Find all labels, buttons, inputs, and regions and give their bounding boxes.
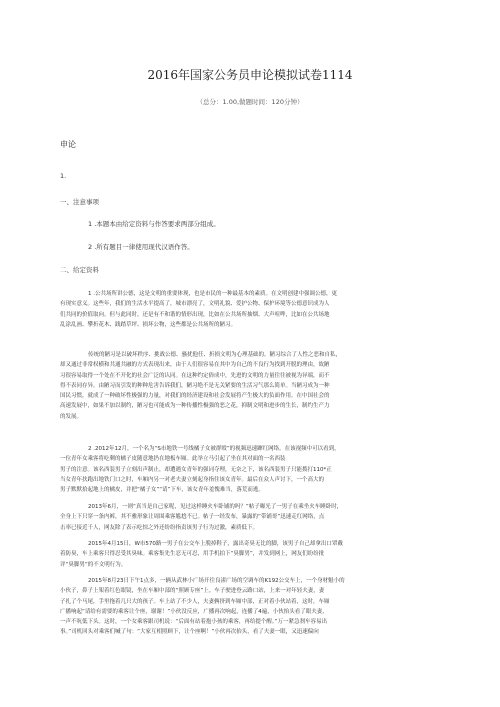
- paragraph-line: 一位青年女乘客将吃剩的橘子皮随意地扔在地板车厢。此举立马引起了坐在其对面的一名西装: [60, 456, 286, 463]
- paragraph-line: 子扎了个马尾，手里拖着几只大的孩子。车上站了不少人，夫妻俩挤到车厢中部，正对着小伙站着，这时，车厢: [60, 598, 330, 605]
- section-heading: 申论: [60, 140, 76, 149]
- paragraph-line: 2015年8月23日下午1点多，一辆从武林小广场开往良渚广场的空调车的K192公交车上，一个身材魁小的: [88, 578, 345, 584]
- paragraph-line: 事。”司机回头对乘客们喊了句：“大家互相照顾下，让个座啊！”小伙再次抬头，看了夫妻一眼，又迅速偏向: [60, 629, 319, 636]
- paragraph-line: 习很容易取得一个处在不开化的社会广泛的认同。在这种约定俗成中，先进的文明的力量往往被视为异端，而不: [60, 372, 330, 379]
- paragraph-line: 着防臭，车上乘客只得忍受其臭味。乘客集先生忍无可忍，用手机拍下“臭脚男”，并发到网上，网友们纷纷批: [60, 551, 325, 558]
- paragraph-line: 小伙子，鼻子上架着红色眼镜，坐在车厢中部的“照顾专座”上。车子驶进登云路口站，上来一对年轻夫妻，妻: [60, 588, 325, 595]
- paragraph-line: 2013年6月，一则“真当是自己家呢，见过这样睡火车卧铺的吗？”帖子曝光了一男子在乘坐火车睡卧时，: [88, 504, 343, 510]
- page-title: 2016年国家公务员申论模拟试卷1114: [147, 68, 353, 82]
- paragraph-line: 高速发展中，如果不加以制约，陋习也可能成为一种传播性极强的恶之花，抑制文明和进步的生长，制约生产力: [60, 403, 330, 410]
- paragraph-line: 全身上下只穿一条内裤，其不雅形象让周围乘客尴尬不已。帖子一经发布，暴露的“带铺哥”迅速走红网络，点: [60, 514, 325, 521]
- paragraph-line: 当女青年扶跑出地铁门口之时，车厢内另一对老夫妻立刻起身指住该女青年。最后在众人声讨下，一个高大的: [60, 476, 325, 483]
- material-paragraph-3: [60, 444, 444, 495]
- paragraph-line: 评“臭脚男”的不文明行为。: [60, 561, 127, 568]
- paragraph-line: 有现实意义。这些年，我们的生活水平提高了，城市漂亮了，文明礼貌、爱护公物、保护环境等公德意识成为人: [60, 301, 330, 308]
- paragraph-line: 击率已接近千人，网友除了表示吃惊之外还纷纷指责该男子行为过激，素质低下。: [60, 524, 259, 531]
- paragraph-line: 男子的注意。该名西装男子立刻出声制止，却遭遇女青年的强词夺理，无奈之下，该名西装男子只能拨打110*正: [60, 466, 332, 473]
- paragraph-line: 男子默默拾起地上的橘皮，并把“橘子女”“请”下车，该女青年羞愧难当，落荒而逃。: [60, 487, 264, 494]
- notes-heading: 一、注意事项: [60, 198, 99, 206]
- note-item: 2 .所有题目一律使用现代汉语作答。: [88, 243, 194, 251]
- paragraph-line: 广播响起“请给有需要的乘客让个座，谢谢！”小伙没反应，广播再次响起，连播了4遍，小伙抬头看了眼夫妻，: [60, 608, 328, 615]
- paragraph-line: 们共同的价值取向。但与此同时，还是有不和谐的情形出现，比如在公共场所抽烟、大声喧哗，比如在公共场地: [60, 311, 330, 318]
- material-paragraph-4: [60, 502, 444, 533]
- paragraph-line: 一声不吭低下头。这时，一个女乘客跟司机说：“后面有站着抱小孩的乘客，再给提个醒。”万一紧急刹车容易出: [60, 619, 327, 626]
- paragraph-line: 乱涂乱画、攀折花木、践踏草坪、损坏公物，这些都是公共场所的陋习。: [60, 321, 237, 328]
- paragraph-line: 国民习惯，就成了一种破坏性极强的力量，对我们的经济建设和社会发展将产生极大的负面作用。在中国社会的: [60, 393, 330, 400]
- paragraph-line: 1 .公共场所讲公德，这是文明的重要体现，也是市民的一种最基本的素质。在文明创建中强调公德，更: [88, 291, 337, 297]
- paragraph-line: 的发展。: [60, 413, 83, 420]
- material-paragraph-2: [60, 350, 444, 422]
- note-item: 1 .本题本由给定资料与作答要求两部分组成。: [88, 220, 220, 228]
- material-paragraph-5: [60, 539, 444, 570]
- paragraph-line: 2015年4月15日，W市570路一男子在公交车上脱掉鞋子，露出奇臭无比的脚，该男子自己却拿出口罩戴: [88, 541, 343, 547]
- exam-meta: （总分：1.00,做题时间：120分钟）: [196, 98, 304, 106]
- material-paragraph-6: [60, 576, 444, 638]
- materials-heading: 二、给定资料: [60, 266, 99, 274]
- paragraph-line: 传统的陋习是以破坏秩序、挑战公德、骚扰他任、折损文明为心理基础的。陋习综合了人性之恶和自私，: [88, 352, 342, 358]
- paragraph-line: 得不表同存异。由陋习而引发的种种危害告诉我们，陋习绝不是无关紧要的生活习气那么简单。当陋习成为一种: [60, 382, 330, 389]
- paragraph-line: 却又通过非常权横和共通共融的方式表现出来，由于人们很容易在其中为自己的不良行为找到开脱的理由，故陋: [60, 362, 330, 369]
- question-number: 1.: [60, 172, 67, 180]
- paragraph-line: 2 .2012年12月，一个名为“S市地铁一号线橘子女被群殴”的视频迅速蹿红网络。在该视频中可以看到，: [88, 446, 340, 452]
- material-paragraph-1: [60, 289, 444, 330]
